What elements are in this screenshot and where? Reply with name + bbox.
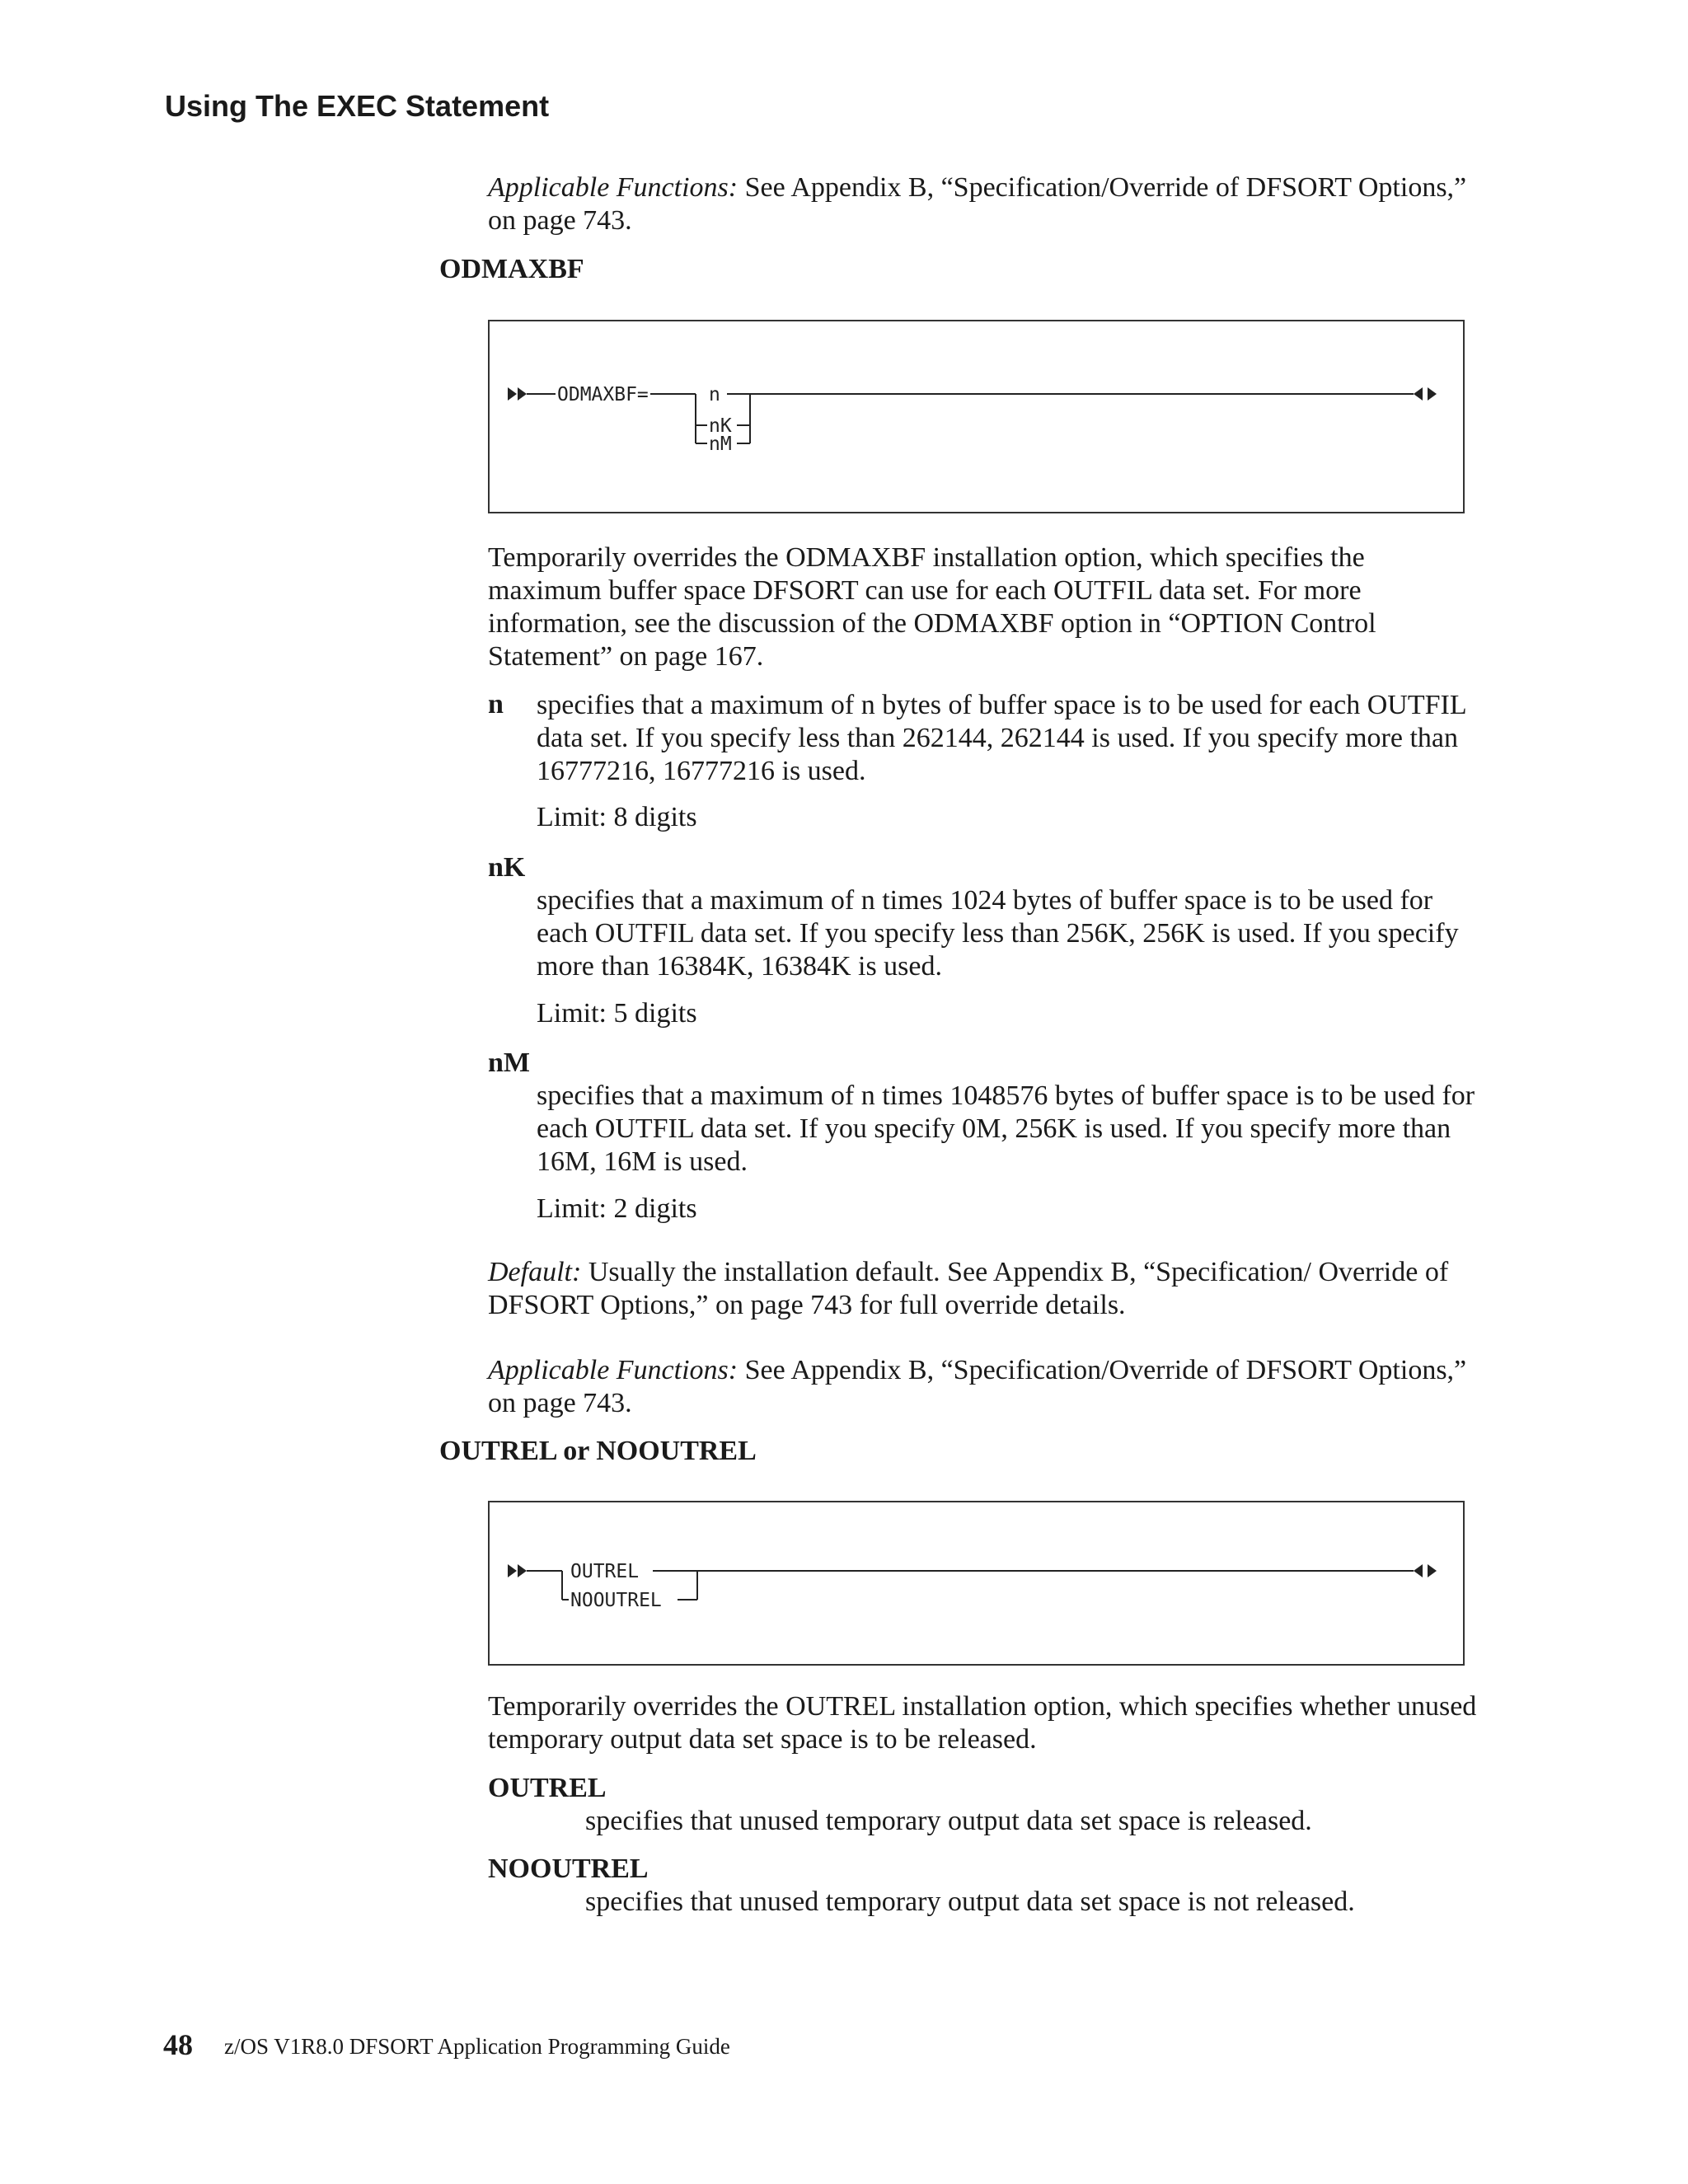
end-arrow-left-b	[1414, 1564, 1423, 1577]
term-nm: nM	[488, 1047, 530, 1078]
outrel-description: Temporarily overrides the OUTREL installation option, which specifies whether unused temporary output data set space is to be released.	[488, 1691, 1477, 1755]
diagram-option-nk: nK	[709, 415, 732, 437]
term-n-limit: Limit: 8 digits	[537, 802, 697, 832]
diagram-keyword: ODMAXBF=	[557, 384, 649, 405]
applicable-label-2: Applicable Functions:	[488, 1355, 738, 1385]
term-nm-limit: Limit: 2 digits	[537, 1193, 697, 1224]
term-outrel: OUTREL	[488, 1773, 607, 1803]
diagram-option-nooutrel: NOOUTREL	[570, 1590, 662, 1611]
term-nk: nK	[488, 852, 526, 883]
outrel-syntax-diagram	[488, 1501, 1465, 1666]
end-arrow-right	[1428, 387, 1437, 401]
end-arrow-right-b	[1428, 1564, 1437, 1577]
applicable-label: Applicable Functions:	[488, 172, 738, 203]
term-nooutrel: NOOUTREL	[488, 1854, 649, 1884]
default-text: Usually the installation default. See Appendix B, “Specification/ Override of DFSORT Options,” on page 743 for full override details.	[488, 1257, 1449, 1320]
default-label: Default:	[488, 1257, 582, 1287]
end-arrow-left	[1414, 387, 1423, 401]
odmaxbf-syntax-diagram	[488, 320, 1465, 513]
term-outrel-description: specifies that unused temporary output data set space is released.	[585, 1806, 1312, 1836]
term-nm-description: specifies that a maximum of n times 1048576 bytes of buffer space is to be used for each OUTFIL data set. If you specify 0M, 256K is used. If you specify more than 16M, 16M is used.	[537, 1080, 1475, 1177]
applicable-functions-odmaxbf	[488, 1354, 1477, 1420]
outrel-diagram-lines	[490, 1502, 1466, 1667]
page-number: 48	[163, 2028, 193, 2061]
start-arrow-1	[508, 387, 517, 401]
footer-title: z/OS V1R8.0 DFSORT Application Programming Guide	[224, 2034, 730, 2059]
applicable-functions-top	[488, 171, 1477, 237]
term-nk-description: specifies that a maximum of n times 1024 bytes of buffer space is to be used for each OUTFIL data set. If you specify less than 256K, 256K is used. If you specify more than 16384K, 16384K is used.	[537, 885, 1459, 982]
start-arrow-2b	[518, 1564, 527, 1577]
odmaxbf-default	[488, 1256, 1477, 1322]
start-arrow-2	[518, 387, 527, 401]
applicable-text: See Appendix B, “Specification/Override of DFSORT Options,” on page 743.	[488, 172, 1467, 236]
outrel-heading: OUTREL or NOOUTREL	[439, 1436, 757, 1466]
odmaxbf-heading: ODMAXBF	[439, 254, 584, 284]
term-n-description: specifies that a maximum of n bytes of buffer space is to be used for each OUTFIL data set. If you specify less than 262144, 262144 is used. If you specify more than 16777216, 16777216 is used.	[537, 690, 1466, 786]
running-header: Using The EXEC Statement	[165, 89, 550, 123]
term-nooutrel-description: specifies that unused temporary output data set space is not released.	[585, 1886, 1355, 1917]
start-arrow-1b	[508, 1564, 517, 1577]
diagram-option-outrel: OUTREL	[570, 1561, 640, 1582]
odmaxbf-description: Temporarily overrides the ODMAXBF installation option, which specifies the maximum buffer space DFSORT can use for each OUTFIL data set. For more information, see the discussion of the ODMAXBF option in “OPTION Control Statement” on page 167.	[488, 542, 1376, 672]
applicable-text-2: See Appendix B, “Specification/Override of DFSORT Options,” on page 743.	[488, 1355, 1467, 1418]
diagram-option-n: n	[709, 384, 720, 405]
term-n: n	[488, 689, 504, 719]
term-nk-limit: Limit: 5 digits	[537, 998, 697, 1029]
diagram-option-nm: nM	[709, 434, 732, 455]
odmaxbf-diagram-lines	[490, 321, 1466, 515]
